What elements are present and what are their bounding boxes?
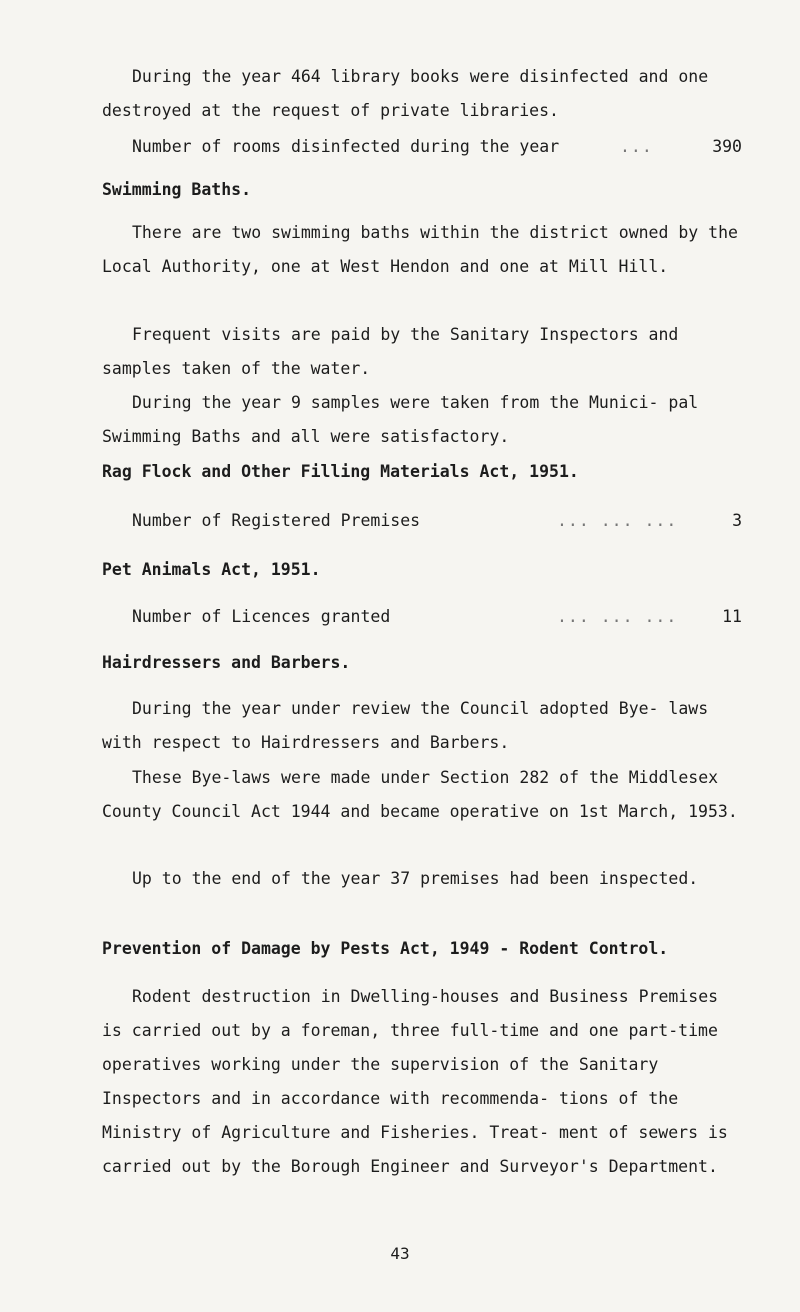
swimming-paragraph-1 [102,216,742,284]
swimming-heading: Swimming Baths. [102,180,252,199]
hairdressers-heading: Hairdressers and Barbers. [102,653,351,672]
pests-heading-block [102,932,742,966]
hairdressers-text-3: Up to the end of the year 37 premises had been inspected. [132,869,699,888]
swimming-text-1: There are two swimming baths within the district owned by the Local Authority, one at West Hendon and one at Mill Hill. [102,223,738,276]
registered-premises-value: 3 [732,511,742,530]
licences-value: 11 [722,607,742,626]
hairdressers-paragraph-2 [102,761,742,829]
pests-heading: Prevention of Damage by Pests Act, 1949 - Rodent Control. [102,939,669,958]
rooms-label: Number of rooms disinfected during the year [132,137,560,156]
hairdressers-heading-block [102,646,742,680]
page-number: 43 [390,1244,410,1263]
rooms-value: 390 [712,137,742,156]
registered-premises-row [102,504,742,538]
registered-premises-label: Number of Registered Premises [132,511,421,530]
hairdressers-paragraph-1 [102,692,742,760]
hairdressers-text-2: These Bye-laws were made under Section 282 of the Middlesex County Council Act 1944 and became operative on 1st March, 1953. [102,768,738,821]
library-text: During the year 464 library books were disinfected and one destroyed at the request of private libraries. [102,67,709,120]
swimming-text-2: Frequent visits are paid by the Sanitary Inspectors and samples taken of the water. [102,325,679,378]
licences-label: Number of Licences granted [132,607,391,626]
licences-row [102,600,742,634]
swimming-heading-block [102,173,742,207]
registered-premises-leader-dots: ... ... ... [557,511,678,530]
swimming-paragraph-2 [102,318,742,386]
rodent-control-paragraph [102,980,742,1184]
licences-leader-dots: ... ... ... [557,607,678,626]
rooms-disinfected-row [102,130,742,164]
swimming-paragraph-3 [102,386,742,454]
swimming-text-3: During the year 9 samples were taken from the Munici- pal Swimming Baths and all were satisfactory. [102,393,699,446]
pet-animals-heading: Pet Animals Act, 1951. [102,560,321,579]
hairdressers-paragraph-3 [102,862,742,896]
rag-flock-heading-block [102,455,742,489]
rooms-leader-dots: ... [620,137,653,156]
hairdressers-text-1: During the year under review the Council adopted Bye- laws with respect to Hairdressers and Barbers. [102,699,709,752]
pet-animals-heading-block [102,553,742,587]
library-paragraph [102,60,742,128]
rodent-control-text: Rodent destruction in Dwelling-houses and Business Premises is carried out by a foreman, three full-time and one part-time operatives working under the supervision of the Sanitary Inspectors and in accordance with recommenda- tions of the Ministry of Agriculture and Fisheries. Treat- ment of sewers is carried out by the Borough Engineer and Surveyor's Department. [102,987,728,1176]
rag-flock-heading: Rag Flock and Other Filling Materials Act, 1951. [102,462,579,481]
